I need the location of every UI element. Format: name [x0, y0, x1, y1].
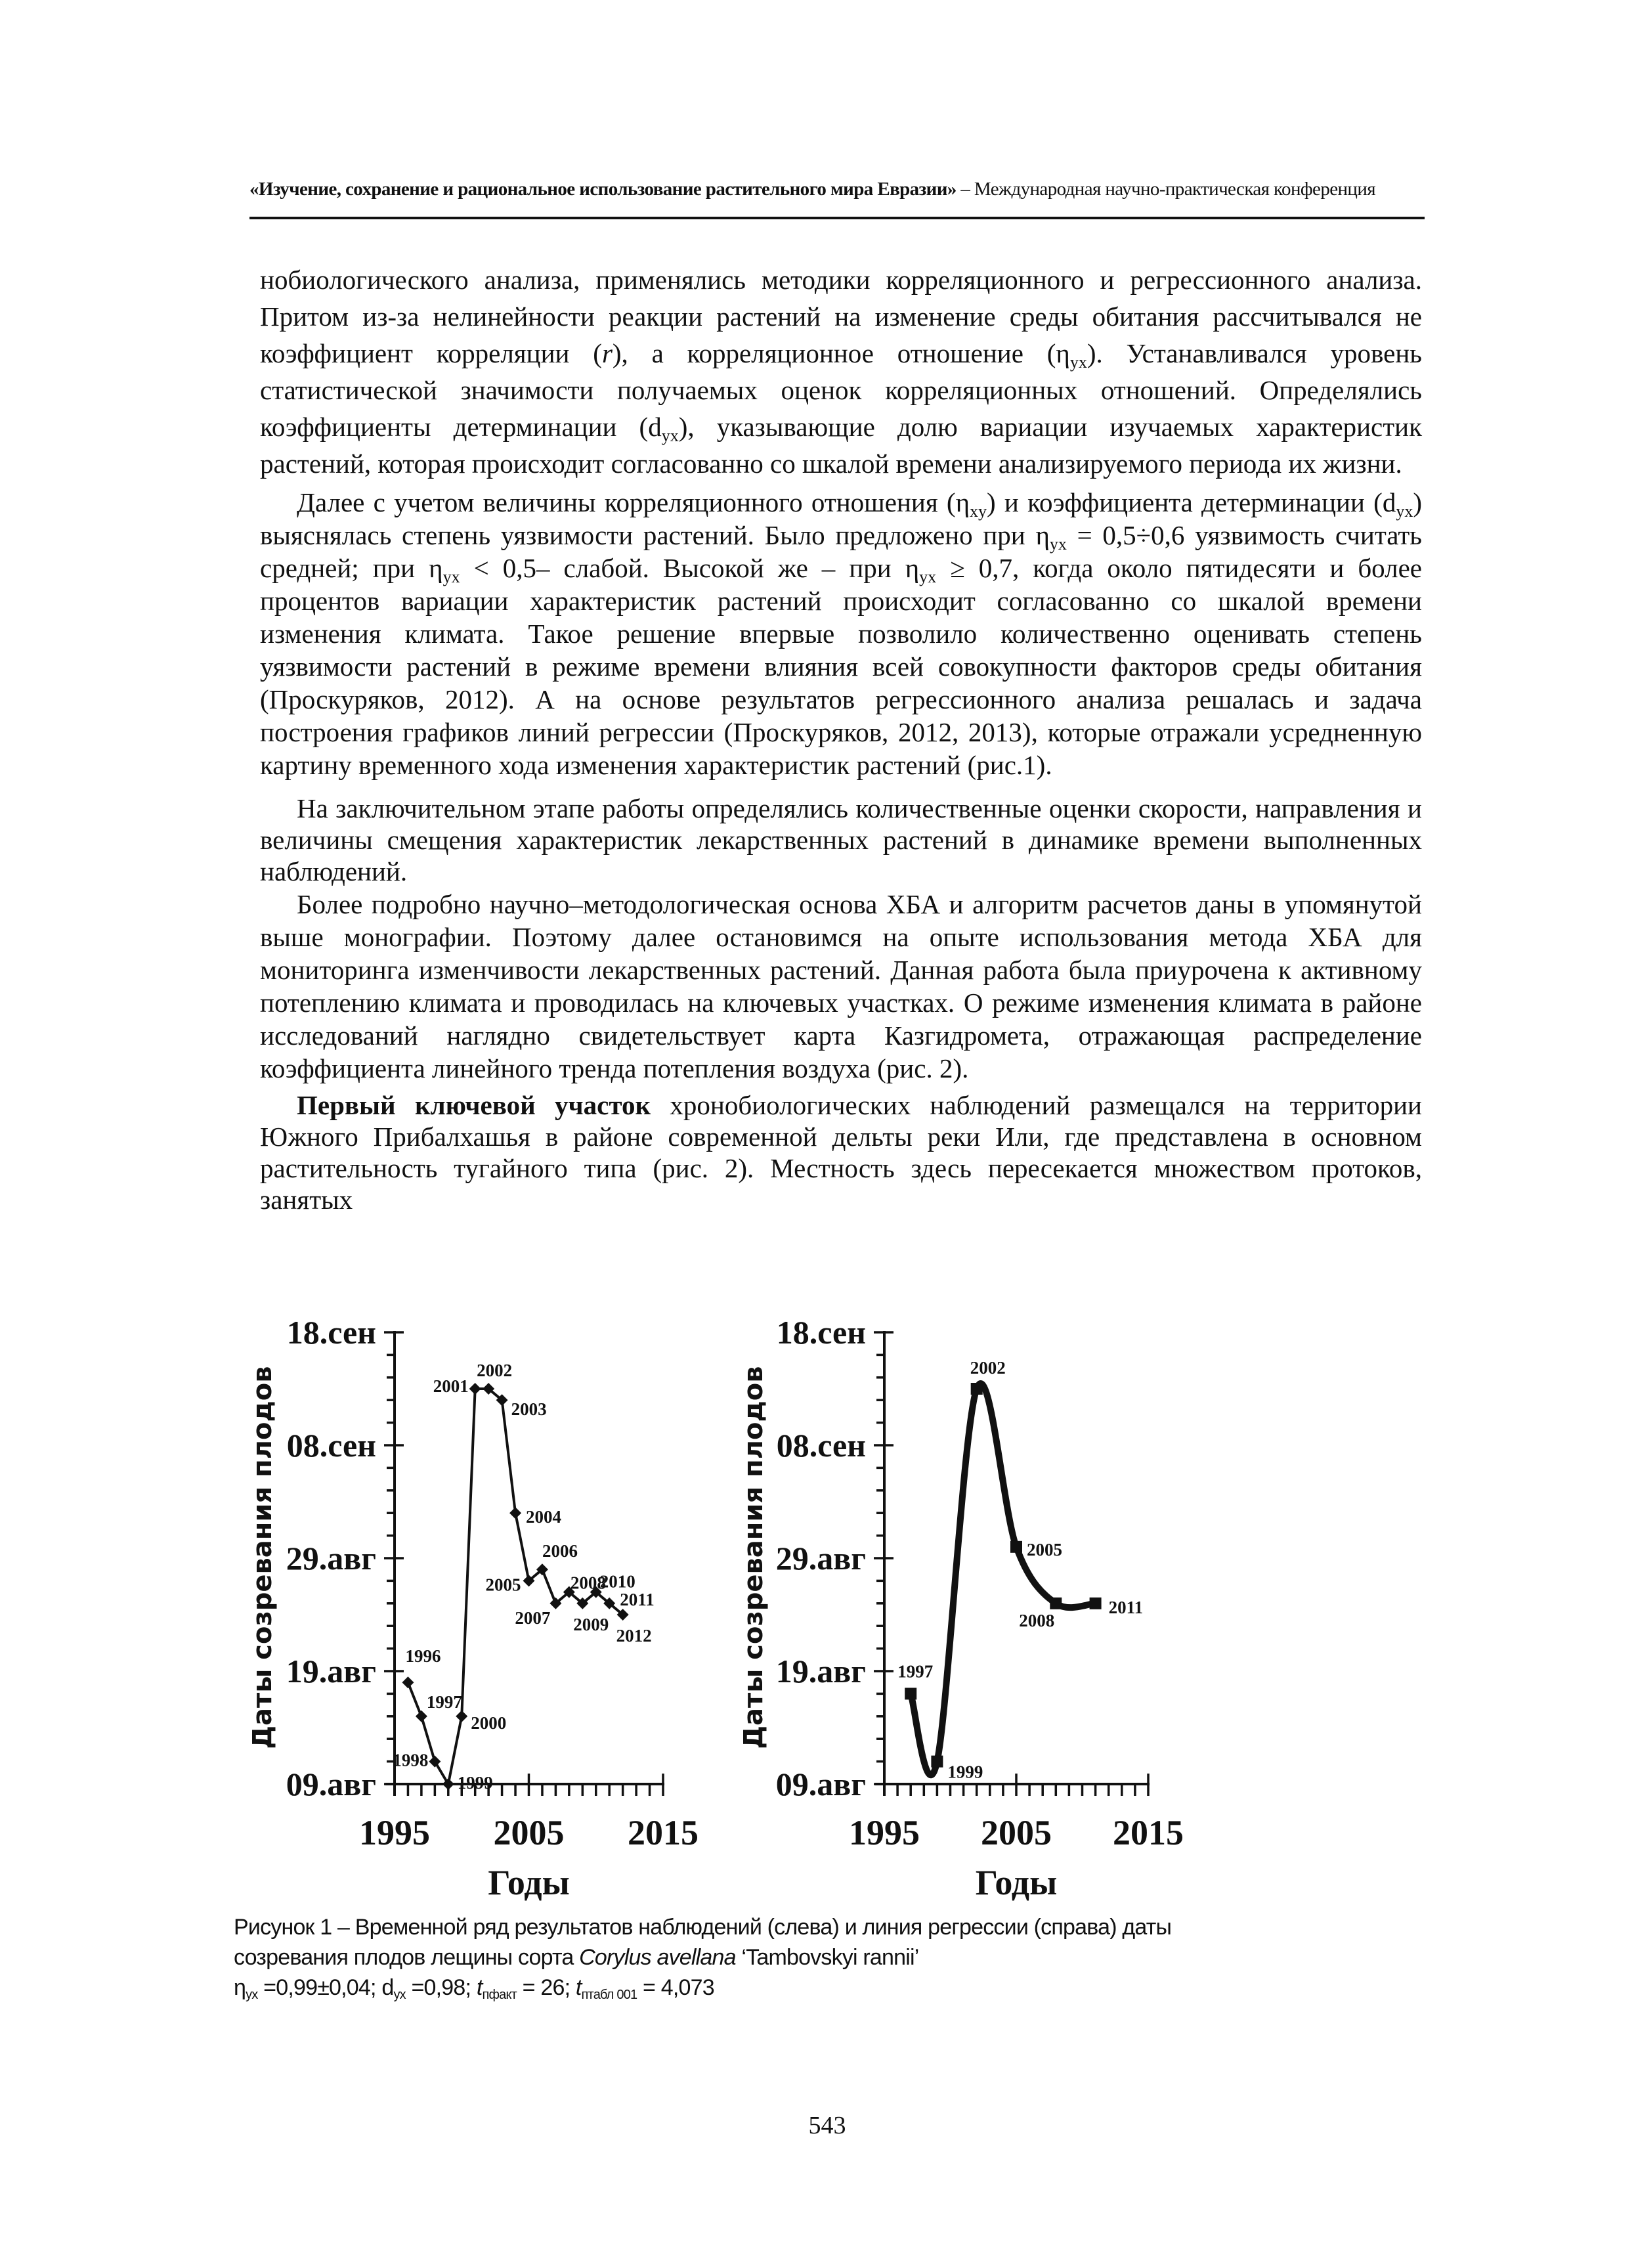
text-run: η [234, 1975, 246, 2000]
data-point-square [971, 1383, 983, 1395]
y-tick-label: 18.сен [286, 1314, 376, 1351]
text-run: нобиологического анализа, применялись методики корреляционного и регрессионного анализа. Притом из-за нелинейности реакции растений на изменение среды обитания рассчитывался не коэффициент корреляции ( [260, 265, 1422, 368]
data-point-diamond [416, 1711, 427, 1722]
page-number: 543 [808, 2112, 846, 2139]
subscript: yx [393, 1988, 406, 2002]
x-axis-title: Годы [488, 1863, 570, 1902]
body-paragraph [260, 888, 1422, 1085]
x-tick-label: 2015 [1113, 1813, 1184, 1852]
data-point-square [905, 1688, 916, 1699]
x-tick-label: 2015 [628, 1813, 699, 1852]
data-point-diamond [509, 1507, 521, 1519]
data-point-diamond [456, 1711, 467, 1722]
data-point-label: 2011 [1108, 1597, 1144, 1617]
subscript: yx [1069, 353, 1087, 372]
data-point-label: 2001 [433, 1376, 469, 1396]
text-run: На заключительном этапе работы определялись количественные оценки скорости, направления и величины смещения характеристик лекарственных растений в динамике времени выполненных наблюдений. [260, 793, 1422, 886]
body-paragraph [260, 793, 1422, 887]
y-tick-label: 19.авг [775, 1653, 866, 1690]
data-point-label: 2002 [970, 1358, 1006, 1378]
data-point-label: 2009 [573, 1614, 609, 1634]
subscript: птабл 001 [581, 1988, 637, 2002]
y-tick-label: 09.авг [286, 1766, 376, 1802]
text-run: =0,98; [405, 1975, 477, 2000]
header-rule [249, 217, 1425, 219]
data-point-label: 2008 [1019, 1610, 1055, 1630]
data-point-label: 1999 [947, 1762, 983, 1782]
data-point-square [931, 1756, 943, 1768]
y-tick-label: 29.авг [286, 1540, 376, 1577]
y-tick-label: 08.сен [776, 1427, 866, 1464]
data-point-label: 1997 [897, 1661, 934, 1682]
data-point-square [1050, 1598, 1062, 1609]
subscript: xy [970, 502, 987, 521]
figure-1-charts [0, 1287, 1636, 1917]
data-point-label: 2010 [599, 1571, 635, 1592]
data-point-label: 2008 [570, 1573, 606, 1593]
subscript: yx [1049, 534, 1067, 554]
data-point-label: 2003 [511, 1399, 547, 1420]
text-run: < 0,5– слабой. Высокой же – при η [460, 553, 920, 583]
y-tick-label: 08.сен [286, 1427, 376, 1464]
figure-caption [234, 1912, 1350, 2003]
running-header-conference-title: «Изучение, сохранение и рациональное использование растительного мира Евразии» [249, 179, 957, 200]
bold-text: Первый ключевой участок [297, 1090, 651, 1120]
text-run: Более подробно научно–методологическая основа ХБА и алгоритм расчетов даны в упомянутой выше монографии. Поэтому далее остановимся на опыте использования метода ХБА для мониторинга изменчивости лекарственных растений. Данная работа была приурочена к активному потеплению климата и проводилась на ключевых участках. О режиме изменения климата в районе исследований наглядно свидетельствует карта Казгидромета, отражающая распределение коэффициента линейного тренда потепления воздуха (рис. 2). [260, 889, 1422, 1083]
data-point-label: 1998 [393, 1750, 429, 1770]
x-tick-label: 2005 [493, 1813, 565, 1852]
x-tick-label: 1995 [849, 1813, 920, 1852]
y-axis-title: Даты созревания плодов [248, 1366, 278, 1749]
italic-text: r [601, 338, 613, 368]
x-tick-label: 2005 [981, 1813, 1052, 1852]
y-axis-title: Даты созревания плодов [739, 1366, 769, 1749]
text-run: хронобиологических наблюдений размещался на территории Южного Прибалхашья в районе современной дельты реки Или, где представлена в основном растительность тугайного типа (рис. 2). Местность здесь пересекается множеством протоков, занятых [260, 1090, 1422, 1215]
data-point-diamond [429, 1756, 441, 1768]
data-point-label: 2012 [616, 1626, 652, 1646]
text-run: Далее с учетом величины корреляционного отношения (η [297, 487, 970, 517]
text-run: = 26; [517, 1975, 576, 2000]
text-run: ) и коэффициента детерминации (d [987, 487, 1396, 517]
data-point-label: 2007 [515, 1607, 551, 1628]
y-tick-label: 18.сен [776, 1314, 866, 1351]
text-run: ), указывающие долю вариации изучаемых характеристик растений, которая происходит согласованно со шкалой времени анализируемого периода их жизни. [260, 412, 1422, 479]
y-tick-label: 09.авг [775, 1766, 866, 1802]
subscript: yx [1396, 502, 1413, 521]
italic-text: t [476, 1975, 483, 2000]
subscript: yx [246, 1988, 258, 2002]
data-point-label: 2004 [526, 1507, 562, 1527]
data-point-label: 2011 [620, 1589, 655, 1609]
caption-line-2-prefix: созревания плодов лещины сорта [234, 1945, 580, 1970]
data-point-label: 2006 [542, 1541, 578, 1561]
running-header [249, 179, 1425, 200]
data-point-label: 1996 [405, 1646, 441, 1667]
caption-statistics [234, 1973, 1350, 2003]
data-point-diamond [402, 1676, 414, 1688]
caption-species: Corylus avellana [579, 1945, 736, 1970]
regression-curve [911, 1384, 1095, 1775]
data-point-diamond [442, 1778, 454, 1790]
text-run: = 4,073 [637, 1975, 714, 2000]
data-point-diamond [469, 1383, 481, 1395]
text-run: = 0,5÷0,6 уязвимость считать средней; при η [260, 520, 1422, 583]
caption-line-1: Рисунок 1 – Временной ряд результатов наблюдений (слева) и линия регрессии (справа) даты [234, 1915, 1172, 1940]
subscript: yx [442, 567, 460, 586]
running-header-conference-type: – Международная научно-практическая конференция [956, 179, 1375, 200]
chart-observed-time-series [248, 1314, 699, 1902]
text-run: ). Устанавливался уровень статистической значимости получаемых оценок корреляционных отношений. Определялись коэффициенты детерминации (d [260, 338, 1422, 442]
text-run: =0,99±0,04; d [257, 1975, 394, 2000]
subscript: yx [919, 567, 937, 586]
data-point-label: 1999 [457, 1773, 493, 1793]
x-axis-title: Годы [975, 1863, 1058, 1902]
data-point-label: 2002 [477, 1361, 513, 1380]
text-run: ), а корреляционное отношение (η [612, 338, 1070, 368]
x-tick-label: 1995 [359, 1813, 430, 1852]
data-point-square [1090, 1598, 1102, 1609]
chart-regression-line [739, 1314, 1184, 1902]
y-tick-label: 19.авг [286, 1653, 376, 1690]
text-run: ) выяснялась степень уязвимости растений. Было предложено при η [260, 487, 1422, 550]
data-point-square [1010, 1541, 1022, 1553]
data-point-label: 2005 [1027, 1539, 1062, 1559]
body-paragraph [260, 261, 1422, 482]
data-point-label: 2005 [485, 1575, 521, 1595]
body-paragraph [260, 1089, 1422, 1215]
italic-text: t [575, 1975, 582, 2000]
subscript: пфакт [482, 1988, 517, 2002]
data-point-label: 1997 [426, 1691, 462, 1712]
data-point-label: 2000 [471, 1712, 507, 1733]
caption-line-2 [234, 1942, 1350, 1973]
subscript: yx [661, 426, 679, 445]
text-run: ≥ 0,7, когда около пятидесяти и более процентов вариации характеристик растений происходит согласованно со шкалой времени изменения климата. Такое решение впервые позволило количественно оценивать степень уязвимости растений в режиме времени влияния всей совокупности факторов среды обитания (Проскуряков, 2012). А на основе результатов регрессионного анализа решалась и задача построения графиков линий регрессии (Проскуряков, 2012, 2013), которые отражали усредненную картину временного хода изменения характеристик растений (рис.1). [260, 553, 1422, 780]
body-paragraph [260, 486, 1422, 781]
y-tick-label: 29.авг [775, 1540, 866, 1577]
caption-cultivar: ‘Tambovskyi rannii’ [735, 1945, 919, 1970]
